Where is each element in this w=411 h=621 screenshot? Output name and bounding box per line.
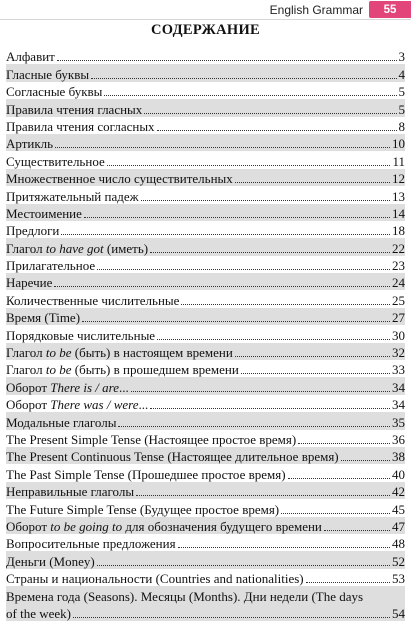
toc-entry-title — [6, 293, 179, 308]
page-number-badge: 55 — [369, 1, 411, 18]
toc-entry-page: 48 — [392, 536, 405, 552]
toc-dot-leader — [281, 513, 390, 514]
toc-entry — [6, 221, 405, 238]
toc-dot-leader — [144, 113, 396, 114]
toc-entry-page: 25 — [392, 292, 405, 308]
toc-dot-leader — [141, 200, 390, 201]
toc-entry-title-text: Существительное — [6, 153, 105, 169]
toc-entry-title-line1: Времена года (Seasons). Месяцы (Months). Дни недели (The days — [6, 588, 364, 604]
toc-entry-title-text: The Past Simple Tense (Прошедшее простое время) — [6, 466, 286, 482]
toc-dot-leader — [150, 252, 390, 253]
header-divider — [0, 19, 411, 20]
toc-entry-page: 34 — [392, 379, 405, 395]
toc-dot-leader — [73, 617, 390, 618]
toc-dot-leader — [157, 339, 390, 340]
toc-entry-title-text: Гласные буквы — [6, 66, 90, 82]
toc-entry-title-italic: to have got — [45, 240, 104, 256]
toc-entry — [6, 395, 405, 412]
toc-entry-page: 18 — [392, 223, 405, 239]
toc-entry-title-italic: There is / are — [50, 379, 119, 395]
toc-entry-page: 53 — [392, 571, 405, 587]
toc-entry-title — [6, 571, 304, 586]
toc-entry-line2 — [6, 604, 405, 621]
toc-entry-page: 42 — [392, 484, 405, 500]
toc-entry-title-text: Алфавит — [6, 49, 55, 65]
toc-dot-leader — [97, 269, 390, 270]
toc-entry — [6, 430, 405, 447]
page-header — [0, 0, 411, 19]
toc-entry — [6, 47, 405, 64]
toc-entry-page: 27 — [392, 310, 405, 326]
toc-entry-title-italic: to be going to — [50, 518, 123, 534]
toc-entry-title — [6, 275, 52, 290]
toc-entry — [6, 377, 405, 394]
toc-entry-title — [6, 519, 322, 534]
toc-entry-title-text: Порядковые числительные — [6, 327, 156, 343]
toc-entry-title — [6, 223, 59, 238]
toc-entry-title-text: Артикль — [6, 136, 54, 152]
toc-entry-page: 14 — [392, 205, 405, 221]
toc-dot-leader — [178, 547, 390, 548]
toc-entry — [6, 134, 405, 151]
toc-dot-leader — [97, 565, 390, 566]
toc-entry-title-text: Глагол — [6, 240, 46, 256]
toc-entry-title — [6, 171, 233, 186]
toc-entry — [6, 569, 405, 586]
toc-entry-title-text: Вопросительные предложения — [6, 536, 176, 552]
toc-entry-title-text: The Future Simple Tense (Будущее простое время) — [6, 501, 280, 517]
toc-entry-title — [6, 154, 105, 169]
toc-entry-page: 54 — [392, 605, 405, 621]
toc-entry-title — [6, 328, 155, 343]
toc-entry-title — [6, 102, 142, 117]
toc-entry-page: 35 — [392, 414, 405, 430]
toc-entry — [6, 99, 405, 116]
toc-entry — [6, 273, 405, 290]
toc-entry-title-text: ... — [138, 397, 149, 413]
toc-dot-leader — [84, 217, 390, 218]
toc-entry — [6, 290, 405, 307]
toc-dot-leader — [131, 391, 390, 392]
toc-entry-title-text: (быть) в прошедшем времени — [71, 362, 239, 378]
toc-entry — [6, 447, 405, 464]
toc-entry-title-text: The Present Simple Tense (Настоящее простое время) — [6, 431, 297, 447]
toc-dot-leader — [136, 495, 390, 496]
toc-entry-title-text: Местоимение — [6, 205, 82, 221]
toc-entry-page: 23 — [392, 258, 405, 274]
toc-entry — [6, 360, 405, 377]
toc-entry-page: 11 — [392, 153, 405, 169]
table-of-contents — [6, 47, 405, 621]
toc-entry-title-italic: There was / were — [50, 397, 139, 413]
toc-entry-title — [6, 415, 116, 430]
toc-dot-leader — [235, 182, 390, 183]
toc-dot-leader — [235, 356, 390, 357]
toc-entry-page: 33 — [392, 362, 405, 378]
toc-entry-page: 47 — [392, 518, 405, 534]
toc-entry-title — [6, 189, 139, 204]
toc-dot-leader — [57, 60, 397, 61]
toc-entry-title-text: Деньги (Money) — [6, 553, 95, 569]
toc-dot-leader — [91, 78, 396, 79]
toc-entry-page: 52 — [392, 553, 405, 569]
toc-entry-title — [6, 536, 176, 551]
toc-entry-title — [6, 397, 148, 412]
toc-entry-title — [6, 449, 339, 464]
toc-dot-leader — [55, 147, 390, 148]
toc-entry-title-text: Прилагательное — [6, 258, 96, 274]
toc-entry — [6, 169, 405, 186]
toc-entry — [6, 186, 405, 203]
toc-entry-title-text: The Present Continuous Tense (Настоящее длительное время) — [6, 449, 339, 465]
toc-entry-title-text: Оборот — [6, 379, 51, 395]
toc-entry-page: 24 — [392, 275, 405, 291]
toc-dot-leader — [82, 321, 390, 322]
section-label: English Grammar — [269, 2, 363, 17]
toc-entry — [6, 343, 405, 360]
toc-entry-page: 45 — [392, 501, 405, 517]
toc-dot-leader — [298, 443, 390, 444]
toc-entry — [6, 499, 405, 516]
toc-entry-title-text: Согласные буквы — [6, 84, 103, 100]
toc-entry-title — [6, 380, 129, 395]
toc-dot-leader — [107, 165, 391, 166]
toc-entry-title — [6, 119, 155, 134]
toc-entry-title-text: Предлоги — [6, 223, 60, 239]
toc-entry-title — [6, 67, 89, 82]
toc-entry-page: 4 — [398, 66, 405, 82]
toc-entry — [6, 464, 405, 481]
toc-entry-page: 10 — [392, 136, 405, 152]
toc-entry-title — [6, 345, 233, 360]
toc-entry-title-text: Оборот — [6, 518, 51, 534]
toc-entry — [6, 308, 405, 325]
toc-entry-title-italic: to be — [45, 345, 72, 361]
toc-dot-leader — [306, 582, 390, 583]
toc-entry-title — [6, 49, 55, 64]
toc-dot-leader — [288, 478, 390, 479]
toc-entry-title — [6, 136, 53, 151]
toc-dot-leader — [150, 408, 390, 409]
toc-dot-leader — [241, 373, 390, 374]
toc-entry-title-text: Количественные числительные — [6, 292, 180, 308]
toc-dot-leader — [104, 95, 396, 96]
page-title: СОДЕРЖАНИЕ — [150, 22, 261, 38]
toc-entry-title — [6, 467, 286, 482]
toc-entry-title — [6, 84, 102, 99]
toc-entry — [6, 64, 405, 81]
toc-entry — [6, 412, 405, 429]
toc-entry-title-line2: of the week) — [6, 605, 71, 621]
toc-entry-title-text: Неправильные глаголы — [6, 484, 135, 500]
toc-entry-title — [6, 206, 82, 221]
toc-entry-title — [6, 432, 296, 447]
toc-entry-page: 30 — [392, 327, 405, 343]
toc-dot-leader — [54, 286, 390, 287]
toc-entry-page: 3 — [398, 49, 405, 65]
toc-dot-leader — [61, 234, 390, 235]
toc-entry-page: 12 — [392, 171, 405, 187]
toc-entry-title-text: (быть) в настоящем времени — [71, 345, 233, 361]
toc-entry-title-text: Время (Time) — [6, 310, 81, 326]
toc-entry-page: 32 — [392, 345, 405, 361]
toc-entry-title-text: Глагол — [6, 362, 46, 378]
toc-entry-title-text: Глагол — [6, 345, 46, 361]
toc-entry-title — [6, 484, 134, 499]
toc-entry-page: 22 — [392, 240, 405, 256]
toc-entry-title-text: Правила чтения согласных — [6, 118, 155, 134]
toc-entry-page: 5 — [398, 101, 405, 117]
toc-dot-leader — [341, 460, 390, 461]
toc-entry-page: 34 — [392, 397, 405, 413]
toc-entry-title-text: (иметь) — [103, 240, 149, 256]
toc-entry-page: 5 — [398, 84, 405, 100]
toc-entry-title-italic: to be — [45, 362, 72, 378]
toc-dot-leader — [181, 304, 390, 305]
toc-entry-title-text: Оборот — [6, 397, 51, 413]
toc-entry — [6, 586, 405, 621]
toc-entry — [6, 534, 405, 551]
toc-entry-page: 13 — [392, 188, 405, 204]
toc-entry-title-text: ... — [119, 379, 129, 395]
toc-dot-leader — [118, 426, 390, 427]
toc-entry-title — [6, 362, 239, 377]
toc-entry — [6, 151, 405, 168]
toc-dot-leader — [324, 530, 390, 531]
toc-entry-page: 36 — [392, 431, 405, 447]
toc-entry — [6, 551, 405, 568]
toc-entry-title-text: Правила чтения гласных — [6, 101, 143, 117]
toc-entry-title-text: Наречие — [6, 275, 53, 291]
toc-entry-title — [6, 310, 80, 325]
toc-entry — [6, 517, 405, 534]
toc-entry-title-text: Страны и национальности (Countries and nationalities) — [6, 571, 304, 587]
toc-entry-page: 38 — [392, 449, 405, 465]
toc-entry-page: 8 — [398, 118, 405, 134]
toc-dot-leader — [157, 130, 397, 131]
toc-entry-title-text: Притяжательный падеж — [6, 188, 139, 204]
toc-entry-title-text: Множественное число существительных — [6, 171, 233, 187]
toc-entry — [6, 238, 405, 255]
toc-entry-title — [6, 502, 279, 517]
toc-entry-title — [6, 258, 95, 273]
toc-entry-page: 40 — [392, 466, 405, 482]
toc-entry — [6, 256, 405, 273]
toc-entry — [6, 325, 405, 342]
toc-entry — [6, 82, 405, 99]
toc-entry — [6, 482, 405, 499]
toc-entry — [6, 117, 405, 134]
toc-entry-title-text: для обозначения будущего времени — [122, 518, 322, 534]
toc-entry — [6, 204, 405, 221]
toc-entry-title-text: Модальные глаголы — [6, 414, 117, 430]
toc-entry-title — [6, 241, 148, 256]
toc-entry-title — [6, 554, 95, 569]
